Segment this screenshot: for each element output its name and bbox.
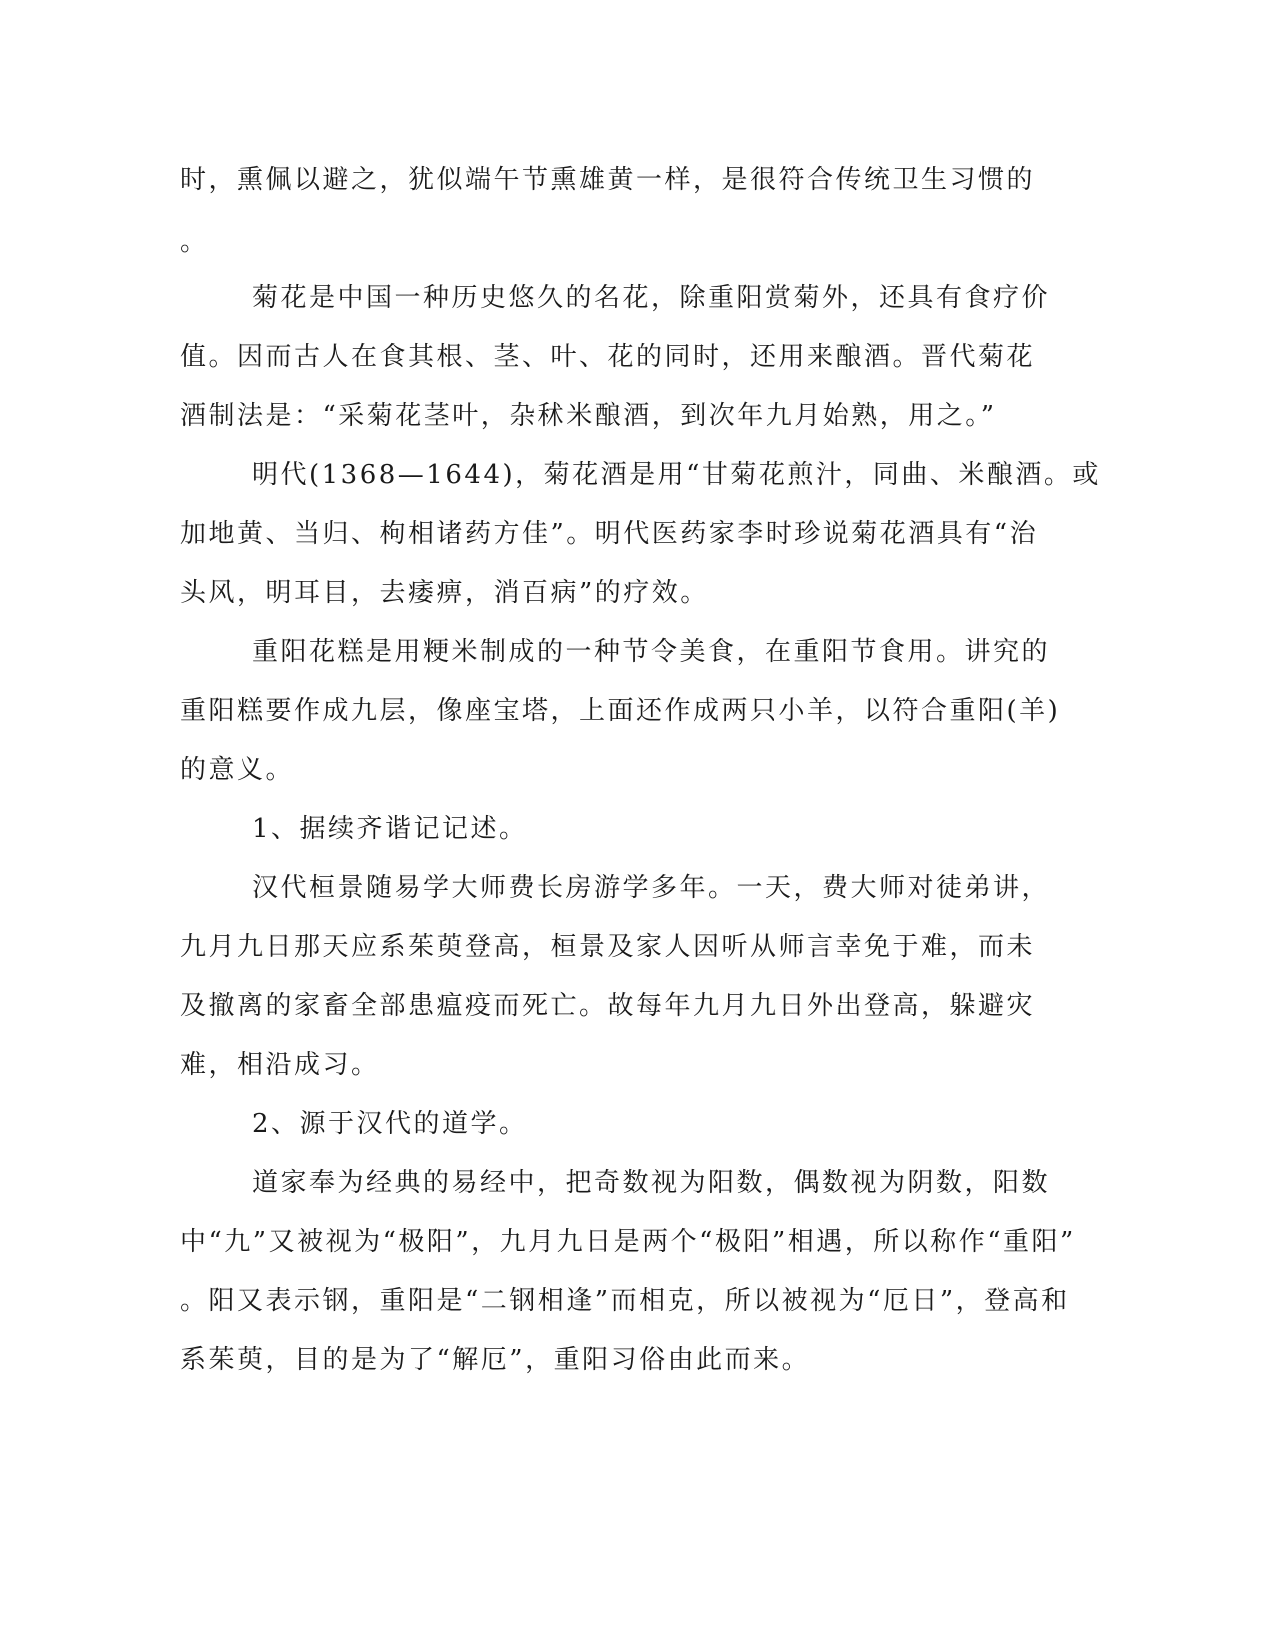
text-line: 及撤离的家畜全部患瘟疫而死亡。故每年九月九日外出登高，躲避灾 <box>180 991 1036 1021</box>
text-line: 头风，明耳目，去痿痹，消百病”的疗效。 <box>180 578 709 608</box>
text-line: 。 <box>180 227 209 257</box>
text-line: 重阳糕要作成九层，像座宝塔，上面还作成两只小羊，以符合重阳(羊) <box>180 696 1061 726</box>
text-line: 。阳又表示钢，重阳是“二钢相逢”而相克，所以被视为“厄日”，登高和 <box>180 1286 1070 1316</box>
section-heading: 1、据续齐谐记记述。 <box>252 814 528 844</box>
section-heading: 2、源于汉代的道学。 <box>252 1109 528 1139</box>
paragraph-first-line: 重阳花糕是用粳米制成的一种节令美食，在重阳节食用。讲究的 <box>252 637 1051 667</box>
text-line: 时，熏佩以避之，犹似端午节熏雄黄一样，是很符合传统卫生习惯的 <box>180 165 1036 195</box>
paragraph-first-line: 明代(1368—1644)，菊花酒是用“甘菊花煎汁，同曲、米酿酒。或 <box>252 460 1101 490</box>
paragraph-first-line: 汉代桓景随易学大师费长房游学多年。一天，费大师对徒弟讲， <box>252 873 1051 903</box>
text-line: 值。因而古人在食其根、茎、叶、花的同时，还用来酿酒。晋代菊花 <box>180 342 1036 372</box>
text-line: 的意义。 <box>180 755 295 785</box>
text-line: 酒制法是：“采菊花茎叶，杂秫米酿酒，到次年九月始熟，用之。” <box>180 401 997 431</box>
text-line: 加地黄、当归、枸相诸药方佳”。明代医药家李时珍说菊花酒具有“治 <box>180 519 1039 549</box>
text-line: 难，相沿成习。 <box>180 1050 380 1080</box>
paragraph-first-line: 菊花是中国一种历史悠久的名花，除重阳赏菊外，还具有食疗价 <box>252 283 1051 313</box>
text-line: 九月九日那天应系茱萸登高，桓景及家人因听从师言幸免于难，而未 <box>180 932 1036 962</box>
text-line: 系茱萸，目的是为了“解厄”，重阳习俗由此而来。 <box>180 1345 811 1375</box>
text-line: 中“九”又被视为“极阳”，九月九日是两个“极阳”相遇，所以称作“重阳” <box>180 1227 1076 1257</box>
paragraph-first-line: 道家奉为经典的易经中，把奇数视为阳数，偶数视为阴数，阳数 <box>252 1168 1051 1198</box>
